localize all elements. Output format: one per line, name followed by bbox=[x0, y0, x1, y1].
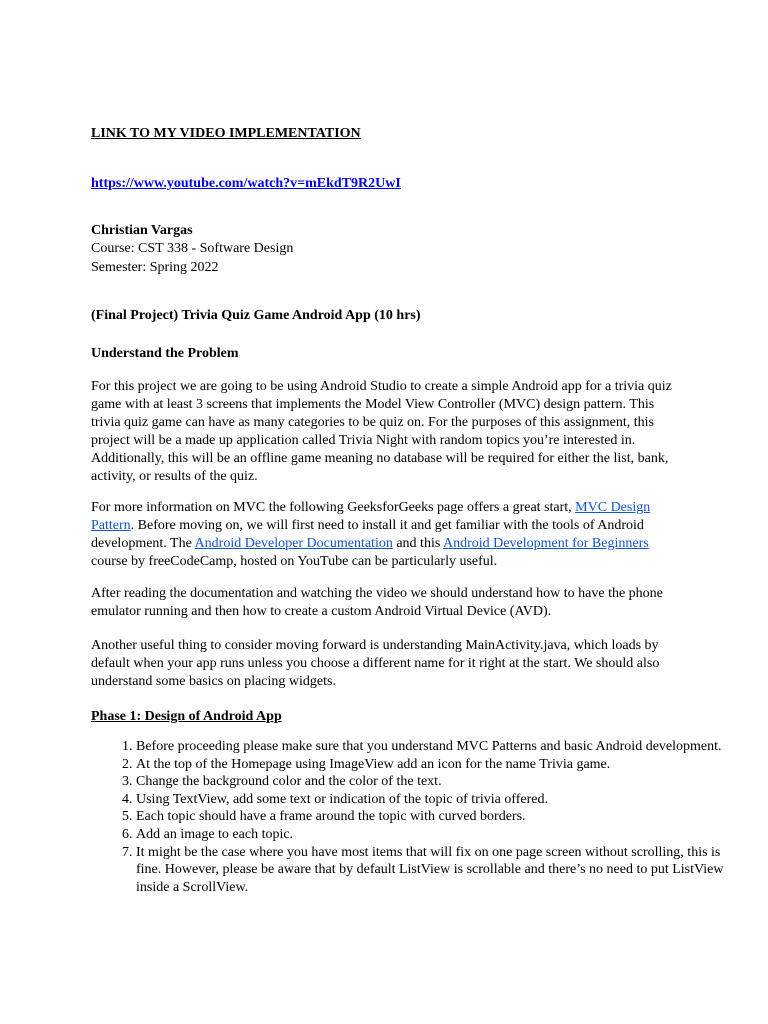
list-item: 2. At the top of the Homepage using ImageView add an icon for the name Trivia game. bbox=[136, 756, 736, 774]
mvc-design-pattern-link[interactable]: MVC Design Pattern bbox=[91, 500, 651, 533]
phase1-heading: Phase 1: Design of Android App bbox=[91, 709, 282, 724]
android-dev-beginners-link[interactable]: Android Development for Beginners bbox=[443, 536, 649, 551]
mvc-paragraph bbox=[91, 499, 681, 571]
android-docs-link[interactable]: Android Developer Documentation bbox=[194, 536, 393, 551]
mainactivity-paragraph: Another useful thing to consider moving forward is understanding MainActivity.java, which loads by default when your app runs unless you choose a different name for it right at the start. We should also understand some basics on placing widgets. bbox=[91, 638, 660, 689]
mvc-text-c: and this bbox=[392, 536, 444, 551]
list-item: 6. Add an image to each topic. bbox=[136, 826, 736, 844]
list-item: 5. Each topic should have a frame around the topic with curved borders. bbox=[136, 808, 736, 826]
course-line: Course: CST 338 - Software Design bbox=[91, 241, 294, 256]
video-heading: LINK TO MY VIDEO IMPLEMENTATION bbox=[91, 126, 361, 141]
mvc-text-b: . Before moving on, we will first need to install it and get familiar with the tools of Android development. The bbox=[91, 518, 644, 551]
intro-paragraph: For this project we are going to be using Android Studio to create a simple Android app for a trivia quiz game with at least 3 screens that implements the Model View Controller (MVC) design pattern. This trivia quiz game can have as many categories to be quiz on. For the purposes of this assignment, this project will be a made up application called Trivia Night with random topics you’re interested in. Additionally, this will be an offline game meaning no database will be required for either the list, bank, activity, or results of the quiz. bbox=[91, 379, 672, 484]
mvc-text-a: For more information on MVC the following GeeksforGeeks page offers a great start, bbox=[91, 500, 576, 515]
project-title: (Final Project) Trivia Quiz Game Android App (10 hrs) bbox=[91, 308, 421, 323]
list-item: 1. Before proceeding please make sure that you understand MVC Patterns and basic Android development. bbox=[136, 738, 736, 756]
mvc-text-d: course by freeCodeCamp, hosted on YouTube can be particularly useful. bbox=[91, 554, 498, 569]
emulator-paragraph: After reading the documentation and watching the video we should understand how to have the phone emulator running and then how to create a custom Android Virtual Device (AVD). bbox=[91, 586, 663, 619]
video-link[interactable]: https://www.youtube.com/watch?v=mEkdT9R2UwI bbox=[91, 176, 401, 191]
understand-heading: Understand the Problem bbox=[91, 346, 239, 361]
phase1-list bbox=[91, 738, 736, 896]
list-item: 3. Change the background color and the color of the text. bbox=[136, 773, 736, 791]
semester-line: Semester: Spring 2022 bbox=[91, 260, 219, 275]
list-item: 7. It might be the case where you have most items that will fix on one page screen without scrolling, this is fine. However, please be aware that by default ListView is scrollable and there’s no need to put ListView inside a ScrollView. bbox=[136, 844, 736, 897]
list-item: 4. Using TextView, add some text or indication of the topic of trivia offered. bbox=[136, 791, 736, 809]
author-name: Christian Vargas bbox=[91, 223, 193, 238]
